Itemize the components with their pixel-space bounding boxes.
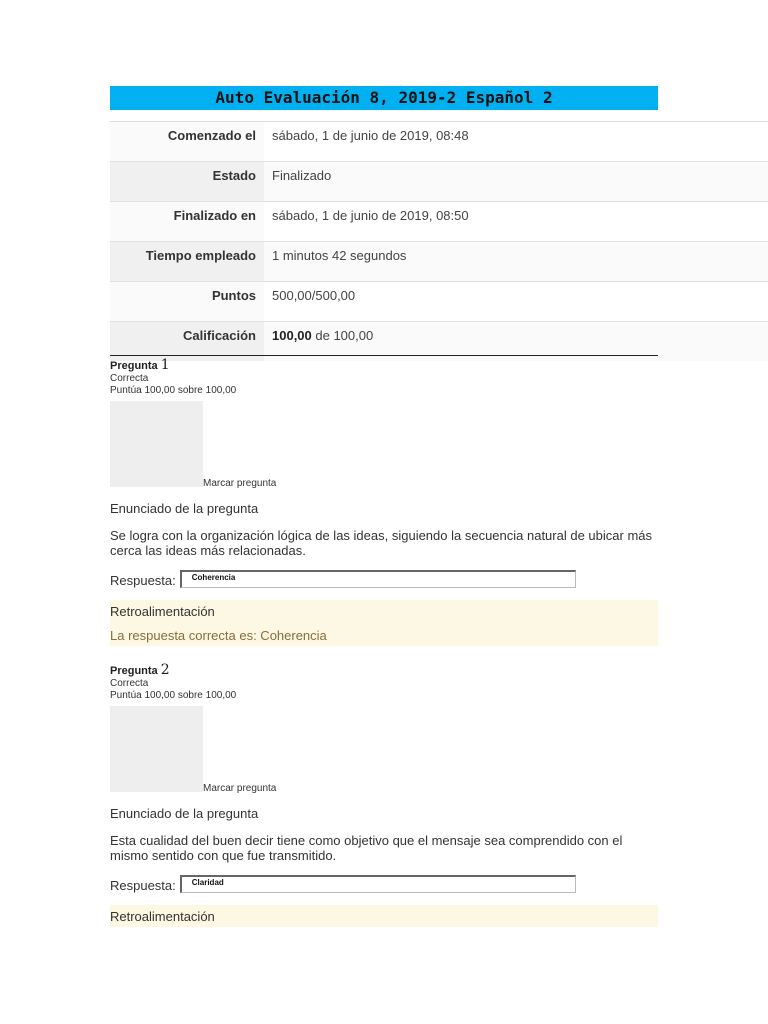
summary-label: Estado <box>110 162 264 201</box>
question-text: Esta cualidad del buen decir tiene como objetivo que el mensaje sea comprendido con el mismo sentido con que fue transmitido. <box>110 833 623 863</box>
question-heading <box>110 358 658 373</box>
summary-row-started <box>110 122 768 162</box>
question-label: Pregunta <box>110 665 158 677</box>
grade-value: 100,00 <box>272 328 312 343</box>
summary-value: sábado, 1 de junio de 2019, 08:48 <box>264 122 768 161</box>
answer-label: Respuesta: <box>110 878 176 893</box>
summary-label: Puntos <box>110 282 264 321</box>
feedback-title: Retroalimentación <box>110 909 215 924</box>
question-status: Correcta <box>110 678 149 689</box>
summary-value: sábado, 1 de junio de 2019, 08:50 <box>264 202 768 241</box>
flag-icon[interactable] <box>110 401 203 487</box>
feedback-text: La respuesta correcta es: Coherencia <box>110 628 327 643</box>
feedback-panel <box>110 905 658 927</box>
summary-value: Finalizado <box>264 162 768 201</box>
answer-row <box>110 570 658 588</box>
question-number: 2 <box>160 662 170 678</box>
question-number: 1 <box>160 357 170 373</box>
answer-field[interactable]: Coherencia <box>180 570 576 588</box>
question-2 <box>110 663 658 927</box>
summary-label: Finalizado en <box>110 202 264 241</box>
feedback-panel <box>110 600 658 646</box>
question-text: Se logra con la organización lógica de las ideas, siguiendo la secuencia natural de ubicar más cerca las ideas más relacionadas. <box>110 528 653 558</box>
answer-field[interactable]: Claridad <box>180 875 576 893</box>
statement-heading: Enunciado de la pregunta <box>110 806 259 821</box>
summary-value: 500,00/500,00 <box>264 282 768 321</box>
flag-area <box>110 704 658 792</box>
summary-label: Calificación <box>110 322 264 361</box>
question-label: Pregunta <box>110 360 158 372</box>
summary-label: Tiempo empleado <box>110 242 264 281</box>
flag-question-link[interactable]: Marcar pregunta <box>203 478 277 489</box>
question-1 <box>110 358 658 646</box>
flag-area <box>110 399 658 487</box>
summary-divider <box>110 355 658 356</box>
attempt-summary-table <box>110 121 768 361</box>
question-score: Puntúa 100,00 sobre 100,00 <box>110 690 237 701</box>
flag-question-link[interactable]: Marcar pregunta <box>203 783 277 794</box>
question-score: Puntúa 100,00 sobre 100,00 <box>110 385 237 396</box>
answer-row <box>110 875 658 893</box>
statement-heading: Enunciado de la pregunta <box>110 501 259 516</box>
grade-max: de 100,00 <box>311 328 374 343</box>
summary-row-time <box>110 242 768 282</box>
summary-row-points <box>110 282 768 322</box>
summary-row-finished <box>110 202 768 242</box>
summary-value: 1 minutos 42 segundos <box>264 242 768 281</box>
question-status: Correcta <box>110 373 149 384</box>
feedback-title: Retroalimentación <box>110 604 215 619</box>
summary-row-state <box>110 162 768 202</box>
flag-icon[interactable] <box>110 706 203 792</box>
answer-label: Respuesta: <box>110 573 176 588</box>
page-title: Auto Evaluación 8, 2019-2 Español 2 <box>110 86 658 110</box>
summary-label: Comenzado el <box>110 122 264 161</box>
question-heading <box>110 663 658 678</box>
